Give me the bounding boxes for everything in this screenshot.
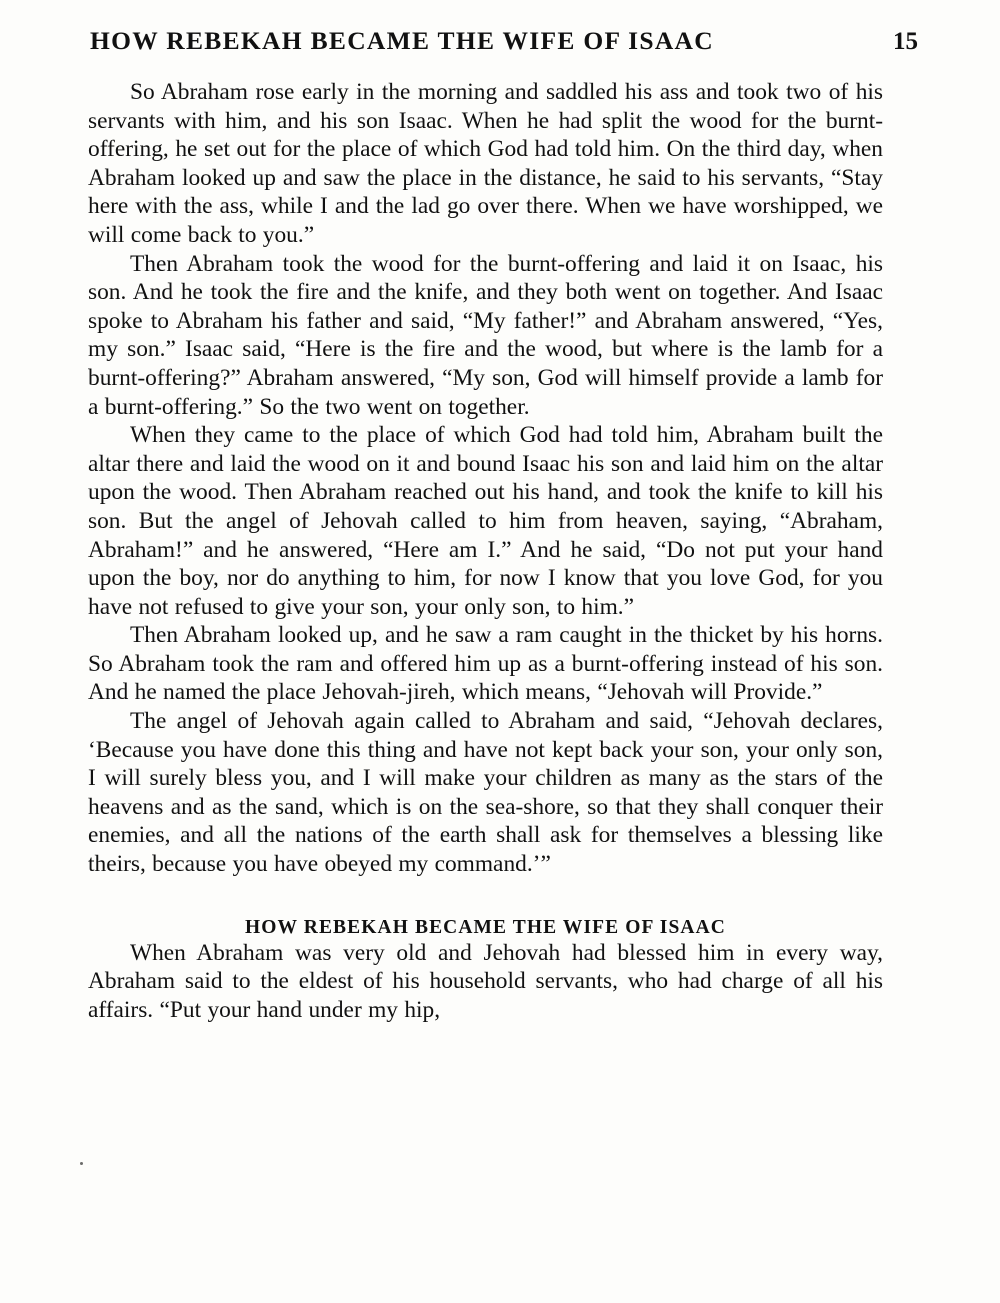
paragraph: So Abraham rose early in the morning and saddled his ass and took two of his servants with him, and his son Isaac. When he had split the wood for the burnt-offering, he set out for the place of which God had told him. On the third day, when Abraham looked up and saw the place in the distance, he said to his servants, “Stay here with the ass, while I and the lad go over there. When we have worshipped, we will come back to you.”	[88, 79, 883, 248]
running-head	[90, 26, 918, 56]
section-heading: HOW REBEKAH BECAME THE WIFE OF ISAAC	[245, 916, 726, 938]
running-head-title: HOW REBEKAH BECAME THE WIFE OF ISAAC	[90, 26, 714, 55]
body-text-column	[88, 78, 883, 1024]
print-speck	[80, 1162, 83, 1165]
page-number: 15	[893, 28, 918, 55]
paragraph: The angel of Jehovah again called to Abraham and said, “Jehovah declares, ‘Because you have done this thing and have not kept back your son, your only son, I will surely bless you, and I will make your children as many as the stars of the heavens and as the sand, which is on the sea-shore, so that they shall conquer their enemies, and all the nations of the earth shall ask for themselves a blessing like theirs, because you have obeyed my command.’”	[88, 708, 883, 878]
paragraph: When they came to the place of which God had told him, Abraham built the altar there and laid the wood on it and bound Isaac his son and laid him on the altar upon the wood. Then Abraham reached out his hand, and took the knife to kill his son. But the angel of Jehovah called to him from heaven, saying, “Abraham, Abraham!” and he answered, “Here am I.” And he said, “Do not put your hand upon the boy, nor do anything to him, for now I know that you love God, for you have not refused to give your son, your only son, to him.”	[88, 422, 883, 620]
paragraph: Then Abraham took the wood for the burnt-offering and laid it on Isaac, his son. And he took the fire and the knife, and they both went on together. And Isaac spoke to Abraham his father and said, “My father!” and Abraham answered, “Yes, my son.” Isaac said, “Here is the fire and the wood, but where is the lamb for a burnt-offering?” Abraham answered, “My son, God will himself provide a lamb for a burnt-offering.” So the two went on together.	[88, 250, 883, 420]
paragraph: Then Abraham looked up, and he saw a ram caught in the thicket by his horns. So Abraham took the ram and offered him up as a burnt-offering instead of his son. And he named the place Jehovah-jireh, which means, “Jehovah will Provide.”	[88, 622, 883, 706]
section-first-paragraph: When Abraham was very old and Jehovah had blessed him in every way, Abraham said to the eldest of his household servants, who had charge of all his affairs. “Put your hand under my hip,	[88, 939, 883, 1023]
